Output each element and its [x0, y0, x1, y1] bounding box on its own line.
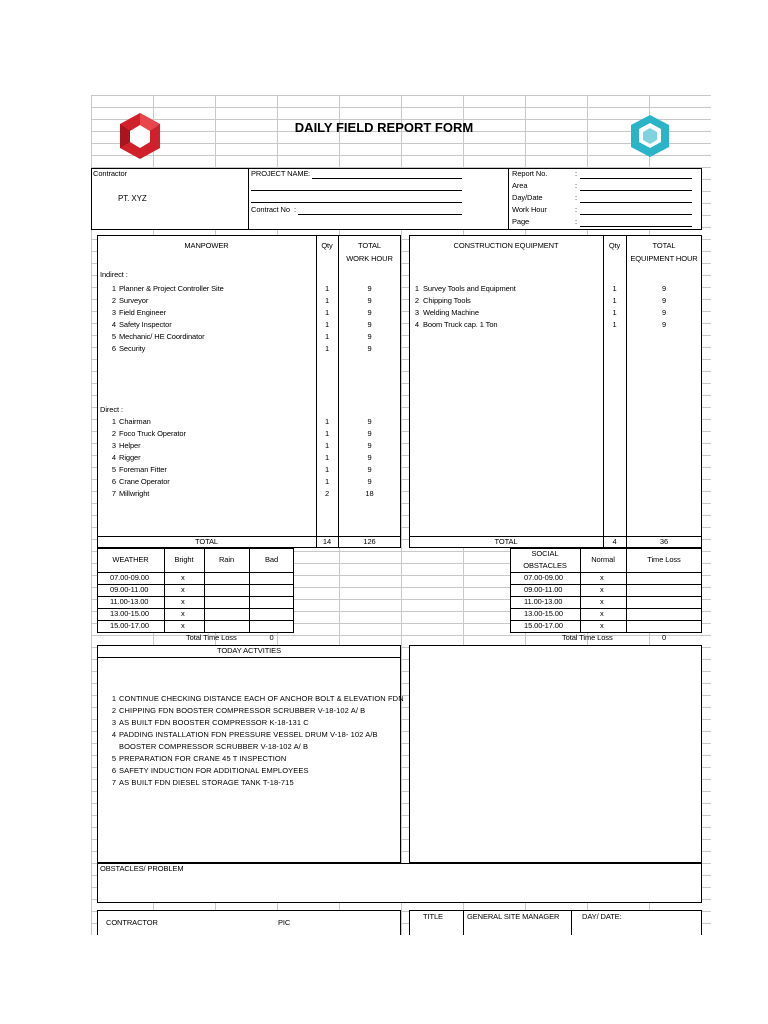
- weather-rain-header: Rain: [218, 555, 235, 564]
- footer-pic: PIC: [278, 918, 291, 927]
- weather-bright-mark: x: [181, 585, 185, 594]
- equipment-hours: 9: [661, 308, 667, 317]
- weather-row-line: [97, 596, 294, 597]
- footer-title: TITLE: [423, 912, 443, 921]
- colon-separator: :: [294, 205, 296, 214]
- activities-header: TODAY ACTVITIES: [217, 646, 281, 655]
- weather-total-label: Total Time Loss: [186, 633, 237, 642]
- row-number: 2: [111, 296, 116, 305]
- activity-text: SAFETY INDUCTION FOR ADDITIONAL EMPLOYEES: [119, 766, 309, 775]
- footer-day-date: DAY/ DATE:: [582, 912, 622, 921]
- equipment-name: Boom Truck cap. 1 Ton: [423, 320, 498, 329]
- manpower-total-header: TOTAL: [358, 241, 381, 250]
- activity-number: 5: [111, 754, 116, 763]
- weather-time-slot: 09.00-11.00: [110, 585, 149, 594]
- manpower-qty-header: Qty: [321, 241, 333, 250]
- contractor-label: Contractor: [93, 169, 128, 178]
- page-label: Page: [512, 217, 530, 226]
- row-number: 4: [111, 453, 116, 462]
- colon-separator: :: [575, 205, 577, 214]
- activity-number: 3: [111, 718, 116, 727]
- manpower-hours: 9: [367, 453, 372, 462]
- colon-separator: :: [575, 193, 577, 202]
- social-normal-mark: x: [600, 609, 604, 618]
- manpower-role: Rigger: [119, 453, 141, 462]
- row-number: 3: [111, 308, 116, 317]
- weather-bright-mark: x: [181, 573, 185, 582]
- day-date-label: Day/Date: [512, 193, 543, 202]
- manpower-role: Security: [119, 344, 146, 353]
- equipment-name: Welding Machine: [423, 308, 479, 317]
- equipment-hours: 9: [661, 296, 667, 305]
- weather-total-value: 0: [269, 633, 274, 642]
- manpower-role: Foreman Fitter: [119, 465, 167, 474]
- row-number: 6: [111, 477, 116, 486]
- activity-number: 2: [111, 706, 116, 715]
- social-time-slot: 09.00-11.00: [524, 585, 563, 594]
- activity-text: PREPARATION FOR CRANE 45 T INSPECTION: [119, 754, 287, 763]
- activity-text: CHIPPING FDN BOOSTER COMPRESSOR SCRUBBER V-18-102 A/ B: [119, 706, 366, 715]
- manpower-table: [97, 235, 401, 548]
- equipment-header: CONSTRUCTION EQUIPMENT: [453, 241, 559, 250]
- social-time-slot: 07.00-09.00: [524, 573, 563, 582]
- colon-separator: :: [575, 217, 577, 226]
- manpower-qty: 1: [324, 417, 330, 426]
- manpower-role: Safety Inspector: [119, 320, 172, 329]
- form-title: DAILY FIELD REPORT FORM: [294, 120, 474, 135]
- activity-number: 7: [111, 778, 116, 787]
- activity-text: BOOSTER COMPRESSOR SCRUBBER V-18-102 A/ B: [119, 742, 309, 751]
- social-time-slot: 11.00-13.00: [524, 597, 563, 606]
- activities-box-right: [409, 645, 702, 863]
- equipment-table: [409, 235, 702, 548]
- manpower-qty: 1: [324, 477, 330, 486]
- colon-separator: :: [575, 169, 577, 178]
- row-number: 5: [111, 332, 116, 341]
- area-label: Area: [512, 181, 528, 190]
- equipment-total-hours: 36: [659, 537, 669, 546]
- manpower-header: MANPOWER: [184, 241, 229, 250]
- row-number: 3: [414, 308, 419, 317]
- social-normal-mark: x: [600, 597, 604, 606]
- manpower-hours: 9: [367, 296, 372, 305]
- manpower-hours: 9: [367, 332, 372, 341]
- social-row-line: [510, 608, 702, 609]
- footer-contractor: CONTRACTOR: [106, 918, 158, 927]
- weather-header: WEATHER: [112, 555, 149, 564]
- weather-row-line: [97, 608, 294, 609]
- row-number: 2: [414, 296, 419, 305]
- equipment-name: Survey Tools and Equipment: [423, 284, 516, 293]
- manpower-qty: 1: [324, 429, 330, 438]
- red-cube-logo-icon: [117, 111, 163, 161]
- manpower-hours: 9: [367, 284, 372, 293]
- weather-time-slot: 15.00-17.00: [110, 621, 149, 630]
- social-normal-header: Normal: [591, 555, 615, 564]
- manpower-hours: 9: [367, 477, 372, 486]
- equipment-hour-header: EQUIPMENT HOUR: [630, 254, 698, 263]
- equipment-hours: 9: [661, 320, 667, 329]
- activity-number: 6: [111, 766, 116, 775]
- manpower-qty: 1: [324, 320, 330, 329]
- row-number: 2: [111, 429, 116, 438]
- social-row-line: [510, 584, 702, 585]
- row-number: 4: [111, 320, 116, 329]
- footer-gsm: GENERAL SITE MANAGER: [467, 912, 560, 921]
- manpower-role: Mechanic/ HE Coordinator: [119, 332, 205, 341]
- social-total-value: 0: [661, 633, 667, 642]
- manpower-role: Surveyor: [119, 296, 149, 305]
- colon-separator: :: [575, 181, 577, 190]
- equipment-qty-header: Qty: [608, 241, 621, 250]
- manpower-qty: 1: [324, 332, 330, 341]
- row-number: 6: [111, 344, 116, 353]
- social-total-label: Total Time Loss: [562, 633, 613, 642]
- manpower-hours: 18: [365, 489, 374, 498]
- manpower-total-label: TOTAL: [195, 537, 218, 546]
- manpower-qty: 2: [324, 489, 330, 498]
- project-name-label: PROJECT NAME: [251, 169, 309, 178]
- activity-text: AS BUILT FDN DIESEL STORAGE TANK T-18-715: [119, 778, 294, 787]
- equipment-total-label: TOTAL: [494, 537, 518, 546]
- social-row-line: [510, 620, 702, 621]
- row-number: 1: [111, 284, 116, 293]
- manpower-hours: 9: [367, 429, 372, 438]
- colon-separator: :: [308, 169, 310, 178]
- equipment-qty: 1: [612, 284, 617, 293]
- social-row-line: [510, 596, 702, 597]
- manpower-qty: 1: [324, 308, 330, 317]
- manpower-role: Foco Truck Operator: [119, 429, 186, 438]
- manpower-role: Millwright: [119, 489, 150, 498]
- manpower-total-hours: 126: [363, 537, 376, 546]
- social-header: SOCIAL: [531, 549, 559, 558]
- weather-bad-header: Bad: [264, 555, 279, 564]
- manpower-hours: 9: [367, 344, 372, 353]
- weather-time-slot: 13.00-15.00: [110, 609, 149, 618]
- manpower-role: Field Engineer: [119, 308, 166, 317]
- equipment-name: Chipping Tools: [423, 296, 471, 305]
- equipment-qty: 1: [612, 296, 617, 305]
- manpower-hours: 9: [367, 320, 372, 329]
- manpower-role: Helper: [119, 441, 141, 450]
- weather-row-line: [97, 620, 294, 621]
- social-loss-header: Time Loss: [647, 555, 681, 564]
- manpower-qty: 1: [324, 465, 330, 474]
- manpower-role: Chairman: [119, 417, 151, 426]
- manpower-role: Planner & Project Controller Site: [119, 284, 224, 293]
- contract-no-label: Contract No: [251, 205, 290, 214]
- social-normal-mark: x: [600, 585, 604, 594]
- social-normal-mark: x: [600, 621, 604, 630]
- equipment-hours: 9: [661, 284, 667, 293]
- manpower-qty: 1: [324, 296, 330, 305]
- row-number: 4: [414, 320, 419, 329]
- weather-bright-mark: x: [181, 597, 185, 606]
- social-time-slot: 15.00-17.00: [524, 621, 563, 630]
- weather-bright-header: Bright: [174, 555, 194, 564]
- manpower-total-qty: 14: [322, 537, 332, 546]
- weather-time-slot: 11.00-13.00: [110, 597, 149, 606]
- manpower-hours: 9: [367, 417, 372, 426]
- equipment-qty: 1: [612, 320, 617, 329]
- activity-text: PADDING INSTALLATION FDN PRESSURE VESSEL DRUM V-18- 102 A/B: [119, 730, 378, 739]
- report-no-label: Report No.: [512, 169, 548, 178]
- weather-time-slot: 07.00-09.00: [110, 573, 149, 582]
- obstacles-box: [97, 863, 702, 903]
- row-number: 1: [414, 284, 419, 293]
- obstacles-label: OBSTACLES/ PROBLEM: [100, 864, 184, 873]
- manpower-qty: 1: [324, 284, 330, 293]
- equipment-total-header: TOTAL: [652, 241, 676, 250]
- manpower-qty: 1: [324, 441, 330, 450]
- weather-bright-mark: x: [181, 621, 185, 630]
- social-time-slot: 13.00-15.00: [524, 609, 563, 618]
- direct-label: Direct :: [100, 405, 123, 414]
- equipment-total-qty: 4: [612, 537, 617, 546]
- activity-text: CONTINUE CHECKING DISTANCE EACH OF ANCHOR BOLT & ELEVATION FDN: [119, 694, 404, 703]
- manpower-qty: 1: [324, 453, 330, 462]
- activity-text: AS BUILT FDN BOOSTER COMPRESSOR K-18-131 C: [119, 718, 309, 727]
- manpower-hours: 9: [367, 441, 372, 450]
- row-number: 1: [111, 417, 116, 426]
- row-number: 3: [111, 441, 116, 450]
- indirect-label: Indirect :: [100, 270, 128, 279]
- social-obstacles-header: OBSTACLES: [523, 561, 567, 570]
- row-number: 7: [111, 489, 116, 498]
- social-normal-mark: x: [600, 573, 604, 582]
- manpower-work-hour-header: WORK HOUR: [346, 254, 393, 263]
- row-number: 5: [111, 465, 116, 474]
- equipment-qty: 1: [612, 308, 617, 317]
- manpower-hours: 9: [367, 465, 372, 474]
- activity-number: 1: [111, 694, 116, 703]
- activity-number: 4: [111, 730, 116, 739]
- manpower-role: Crane Operator: [119, 477, 170, 486]
- work-hour-label: Work Hour: [512, 205, 547, 214]
- manpower-qty: 1: [324, 344, 330, 353]
- contractor-value: PT. XYZ: [118, 194, 147, 203]
- manpower-hours: 9: [367, 308, 372, 317]
- weather-bright-mark: x: [181, 609, 185, 618]
- weather-row-line: [97, 584, 294, 585]
